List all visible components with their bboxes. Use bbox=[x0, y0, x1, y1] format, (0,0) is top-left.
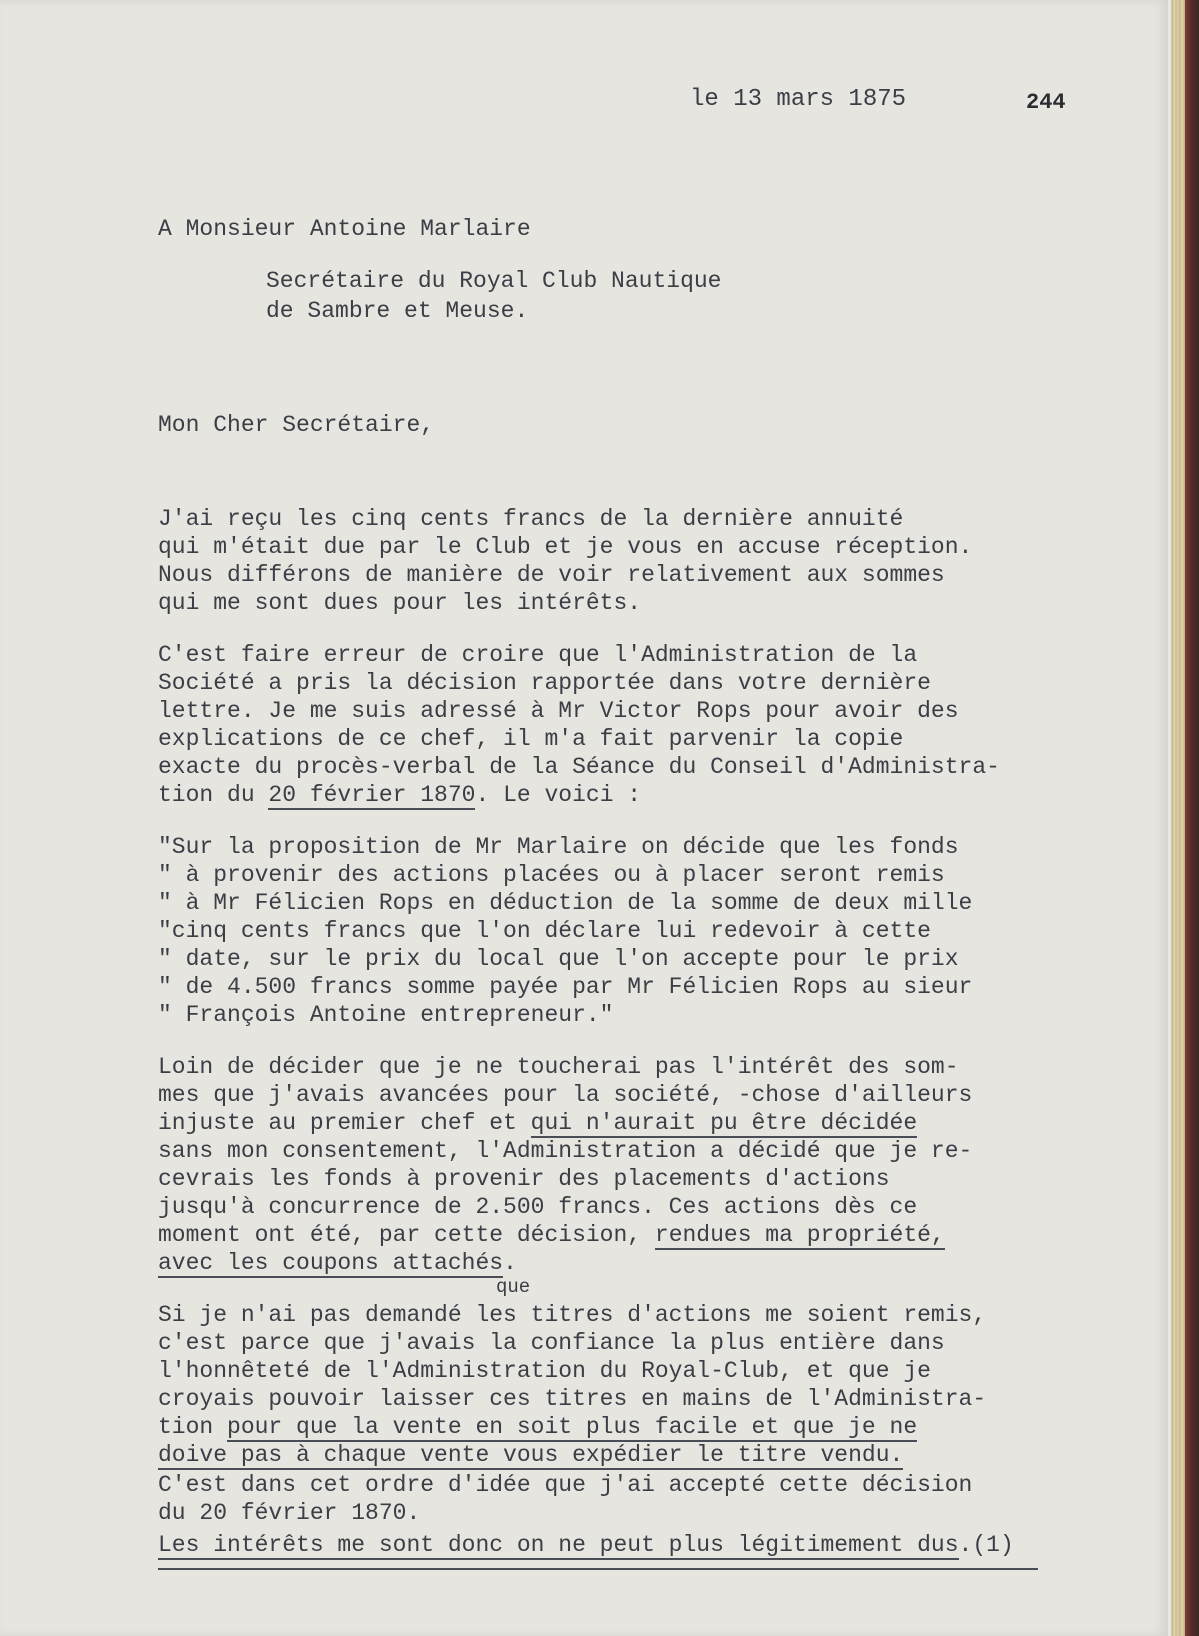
para3-line: Loin de décider que je ne toucherai pas l'intérêt des som- bbox=[158, 1054, 959, 1080]
underlined-date: 20 février 1870 bbox=[268, 782, 476, 808]
para2-line: explications de ce chef, il m'a fait parvenir la copie bbox=[158, 726, 904, 752]
para4-line: du 20 février 1870. bbox=[158, 1500, 421, 1526]
para2-line: Société a pris la décision rapportée dans votre dernière bbox=[158, 670, 931, 696]
underlined-phrase: pour que la vente en soit plus facile et que je ne bbox=[227, 1414, 918, 1440]
para1-line: J'ai reçu les cinq cents francs de la dernière annuité bbox=[158, 506, 904, 532]
text-segment: tion bbox=[158, 1414, 228, 1440]
quote-line: " François Antoine entrepreneur." bbox=[158, 1002, 614, 1028]
quote-line: " à provenir des actions placées ou à placer seront remis bbox=[158, 862, 945, 888]
para4-line bbox=[158, 1416, 917, 1439]
para3-line bbox=[158, 1224, 945, 1247]
text-segment: injuste au premier chef et bbox=[158, 1110, 531, 1136]
para4-line: l'honnêteté de l'Administration du Royal-Club, et que je bbox=[158, 1358, 931, 1384]
quote-line: "Sur la proposition de Mr Marlaire on décide que les fonds bbox=[158, 834, 959, 860]
para4-line: c'est parce que j'avais la confiance la plus entière dans bbox=[158, 1330, 945, 1356]
underlined-phrase: avec les coupons attachés bbox=[158, 1250, 504, 1276]
book-cover-edge bbox=[1185, 0, 1199, 1636]
para4-line: croyais pouvoir laisser ces titres en mains de l'Administra- bbox=[158, 1386, 987, 1412]
text-segment: moment ont été, par cette décision, bbox=[158, 1222, 655, 1248]
text-segment: tion du bbox=[158, 782, 269, 808]
para3-line: jusqu'à concurrence de 2.500 francs. Ces actions dès ce bbox=[158, 1194, 918, 1220]
para4-line: Si je n'ai pas demandé les titres d'actions me soient remis, bbox=[158, 1302, 987, 1328]
quote-line: " date, sur le prix du local que l'on accepte pour le prix bbox=[158, 946, 959, 972]
underlined-phrase: rendues ma propriété, bbox=[654, 1222, 945, 1248]
para1-line: qui me sont dues pour les intérêts. bbox=[158, 590, 642, 616]
para2-line: lettre. Je me suis adressé à Mr Victor Rops pour avoir des bbox=[158, 698, 959, 724]
full-underline-rule bbox=[158, 1568, 1038, 1570]
para3-line: sans mon consentement, l'Administration a décidé que je re- bbox=[158, 1138, 973, 1164]
recipient-org: de Sambre et Meuse. bbox=[266, 298, 529, 324]
page-number: 244 bbox=[1026, 90, 1066, 115]
recipient-title: Secrétaire du Royal Club Nautique bbox=[266, 268, 722, 294]
para2-line: exacte du procès-verbal de la Séance du Conseil d'Administra- bbox=[158, 754, 1000, 780]
para3-line: mes que j'avais avancées pour la société, -chose d'ailleurs bbox=[158, 1082, 973, 1108]
letter-date: le 13 mars 1875 bbox=[690, 86, 907, 113]
text-segment: . bbox=[503, 1250, 517, 1276]
book-page-edges bbox=[1171, 0, 1185, 1636]
footnote-marker: .(1) bbox=[958, 1532, 1014, 1558]
salutation: Mon Cher Secrétaire, bbox=[158, 412, 435, 438]
closing-line bbox=[158, 1534, 1014, 1557]
quote-line: " de 4.500 francs somme payée par Mr Félicien Rops au sieur bbox=[158, 974, 973, 1000]
para2-line: C'est faire erreur de croire que l'Administration de la bbox=[158, 642, 918, 668]
para3-line bbox=[158, 1252, 517, 1275]
underlined-phrase: doive pas à chaque vente vous expédier le titre vendu. bbox=[158, 1442, 904, 1468]
para1-line: qui m'était due par le Club et je vous en accuse réception. bbox=[158, 534, 973, 560]
para3-line: cevrais les fonds à provenir des placements d'actions bbox=[158, 1166, 890, 1192]
para3-line bbox=[158, 1112, 917, 1135]
para4-line: C'est dans cet ordre d'idée que j'ai accepté cette décision bbox=[158, 1472, 973, 1498]
quote-line: " à Mr Félicien Rops en déduction de la somme de deux mille bbox=[158, 890, 973, 916]
quote-line: "cinq cents francs que l'on déclare lui redevoir à cette bbox=[158, 918, 931, 944]
para1-line: Nous différons de manière de voir relativement aux sommes bbox=[158, 562, 945, 588]
text-segment: . Le voici : bbox=[475, 782, 642, 808]
para4-line bbox=[158, 1444, 903, 1467]
underlined-phrase: qui n'aurait pu être décidée bbox=[530, 1110, 918, 1136]
recipient-name: A Monsieur Antoine Marlaire bbox=[158, 216, 531, 242]
handwritten-insertion: que bbox=[496, 1276, 531, 1298]
para2-last-line bbox=[158, 784, 641, 807]
underlined-phrase: Les intérêts me sont donc on ne peut plus légitimement dus bbox=[158, 1532, 959, 1558]
